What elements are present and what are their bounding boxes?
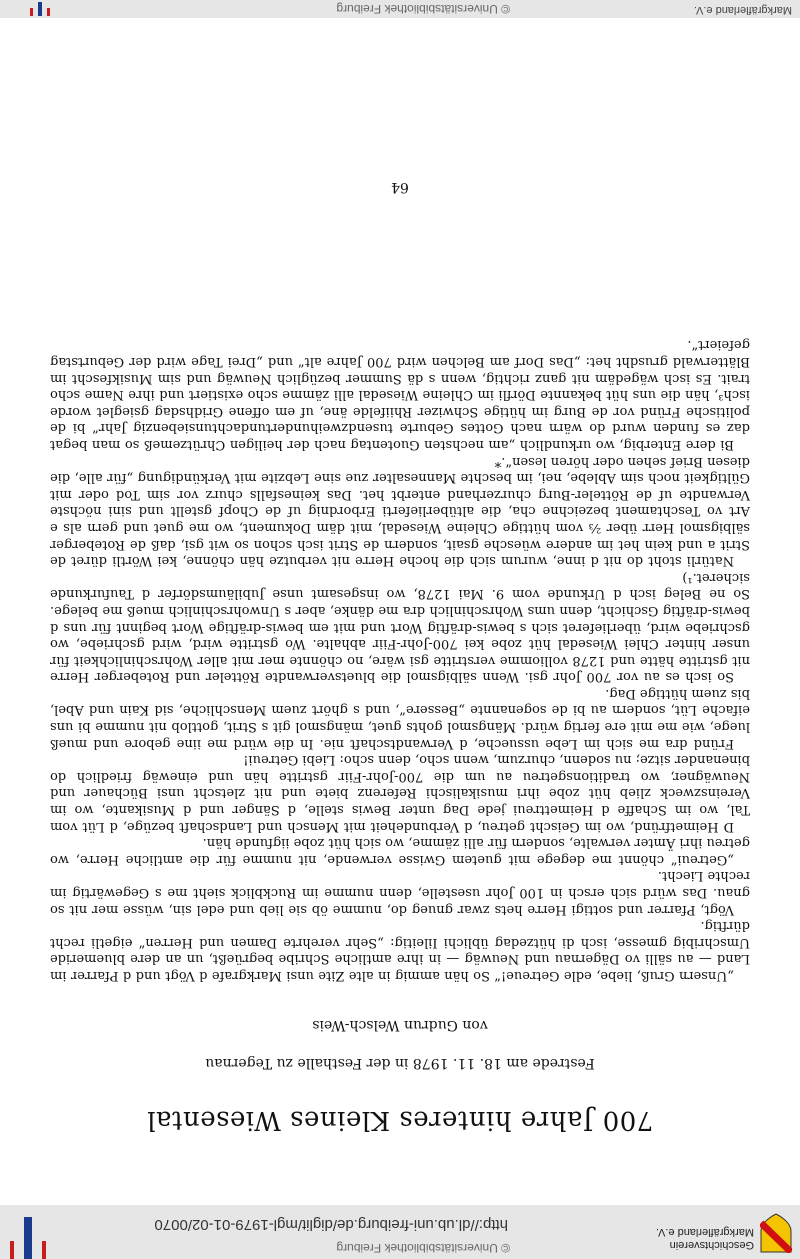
permalink-url[interactable]: http://dl.ub.uni-freiburg.de/diglit/mgl-1979-01-02/0070: [154, 1216, 508, 1233]
paragraph: Bi dere Enterbig, wo urkundlich „am nechsten Guotentag nach der heiligen Chrützemeß so man begat daz es funden wurd do wärn nach Gottes Geburte tusendzweihundertundachtunsiebenzig Jahr“ bi de politische Fründ vor de Burg im hütige Schwizer Rhiifelde äne, uf em offene Gridhsdag gsieglet worde isch³, hän die uns hüt bekannte Dörfli im Chleine Wiesedal alli zämme scho existiert und ihre Name scho trait. Es isch wägedäm nit ganz richtig, wenn s dä Summer bezüglich Neuwäg und sim Musikfescht im Blätterwald grusdht het: „Das Dorf am Belchen wird 700 Jahre alt“ und „Drei Tage wird der Geburtstag gefeiert“.: [50, 337, 750, 452]
coat-of-arms-icon: [760, 1213, 792, 1253]
article-author: von Gudrun Welsch-Weis: [312, 1017, 488, 1033]
article-body: [50, 336, 750, 983]
paragraph: So isch es au vor 700 Johr gsi. Wenn sälbigsmol die bluetsverwandte Rötteler und Roteberger Herre nit gstritte hätte und 1278 volliomme verstritte gsi wäre, no chönnte mer mit aller Wohrschinlichkeit für unser hinter Chlei Wiesedal hüt zobe kei 700-Johr-Fiir abhalte. Wo gstritte wird, wird gschriebe, wo gschriebe wird, überlieferet sich s bewis-dräftig Wort und mit em bewis-dräftige Wort beginnt für uns d bewis-dräftig Gschicht, denn ums Wohrschinlich dra me dänke, aber s Unwohrschinlich mueß me belege. So ne Beleg isch d Urkunde vom 9. Mai 1278, wo insgesamt unse Jubiläumsdörfer d Taufurkunde sicheret.¹): [50, 569, 750, 685]
university-library-logo-icon: [8, 1205, 48, 1259]
society-logo: [642, 1211, 792, 1253]
paragraph: „Getreui“ chönnt me degege mit guetem Gwisse verwende, nit numme für die amtliche Herre, wo getreu ihri Ämter verwalte, sondern für alli zämme, wo sich hüt zobe iigfunde hän.: [50, 835, 750, 867]
society-region: Markgräflerland e.V.: [655, 1226, 754, 1238]
paragraph: D Heimetfründ, wo im Geischt getreu, d Verbundeheit mit Mensch und Landschaft bezüge, d Lüt vom Tal, wo im Schaffe d Heimettreui jede Dag unter Bewis stelle, d Sänger und d Musikante, wo im Vereinszweck zlieb hüt zobe ihri musikalischi Referenz biete und nit zletscht unsi Büchauer und Neuwägner, wo traditionsgetreu au um die 700-Johr-Fiir gstritte hän und einewäg friedlich do binenander sitze; nu sodenn, churzum, wenn scho, denn scho: Liebi Getreui!: [50, 752, 750, 834]
page-number: 64: [391, 179, 409, 195]
library-credit: © Universitätsbibliothek Freiburg: [336, 1241, 510, 1255]
document-page: [50, 18, 750, 1205]
paragraph: Vögt, Pfarrer und sottigi Herre hets zwar gnueg do, numme öb sie lieb und edel sin, wüsse mer nit so gnau. Das würd sich ersch in 100 Johr usestelle, denn numme im Ruckblick sieht me s Gegewärtig im rechte Liecht.: [50, 868, 750, 917]
society-name: Geschichtsverein: [669, 1239, 754, 1251]
university-library-logo-icon: [30, 2, 50, 16]
footer-society: Markgräflerland e.V.: [693, 4, 792, 16]
paragraph: „Unsern Gruß, liebe, edle Getreue!“ So hän ammig in alte Zite unsi Markgrafe d Vögt und d Pfarrer im Land — au sälli vo Dägernau und Neuwäg — in ihre amtliche Schribe begrüeßt, un an dere bluemeride Umschribig gmesse, isch di hützedag üblichi Iileitig: „Sehr verehrte Damen und Herren“ eigetli recht dürftig.: [50, 918, 750, 983]
article-title: 700 Jahre hinteres Kleines Wiesental: [146, 1105, 654, 1135]
article-subtitle: Festrede am 18. 11. 1978 in der Festhalle zu Tegernau: [205, 1055, 595, 1071]
paragraph: Natürli stoht do nit d inne, wurum sich die hoche Herre nit verbutze hän chönne, kei Wörtli düret de Strit a und kein het im andere wüesche gsait, sondern de Strit isch schon so wit gsi, daß de Roteberger sälbigsmol Herr über ⅔ vom hüttige Chleine Wiesedal, mit däm Dokument, wo me guet und gern als e Art vo Teschtament bezeichne cha, die altüberlieferti Erbordnig uf de Chopf gstellt und sini nöchste Verwandte uf de Rötteler-Burg churzerhand enterbt het. Das keinesfalls churz vor sim Tod oder mit Gültigkeit noch sim Ablebe, nei, im beschte Mannesalter zue sine Lebzite mit Verkündigung „für alle, die diesen Brief sehen oder hören lesen“.*: [50, 453, 750, 569]
viewer-footer: [0, 0, 800, 18]
footer-library-credit: © Universitätsbibliothek Freiburg: [336, 2, 510, 16]
viewer-header: [0, 1205, 800, 1259]
paragraph: Fründ dra me sich im Lebe ussueche, d Verwandtschaft nie. In die würd me iine gebore und mueß luege, wie me mit ere fertig würd. Mängsmol gohts guet, mängsmol git s Strit, gottlob nit numme bi uns eifache Lüt, sondern au bi de sogenannte „Bessere“, und s ghört zuem Menschliche, sid Kain und Abel, bis zuem hüttige Dag.: [50, 685, 750, 751]
